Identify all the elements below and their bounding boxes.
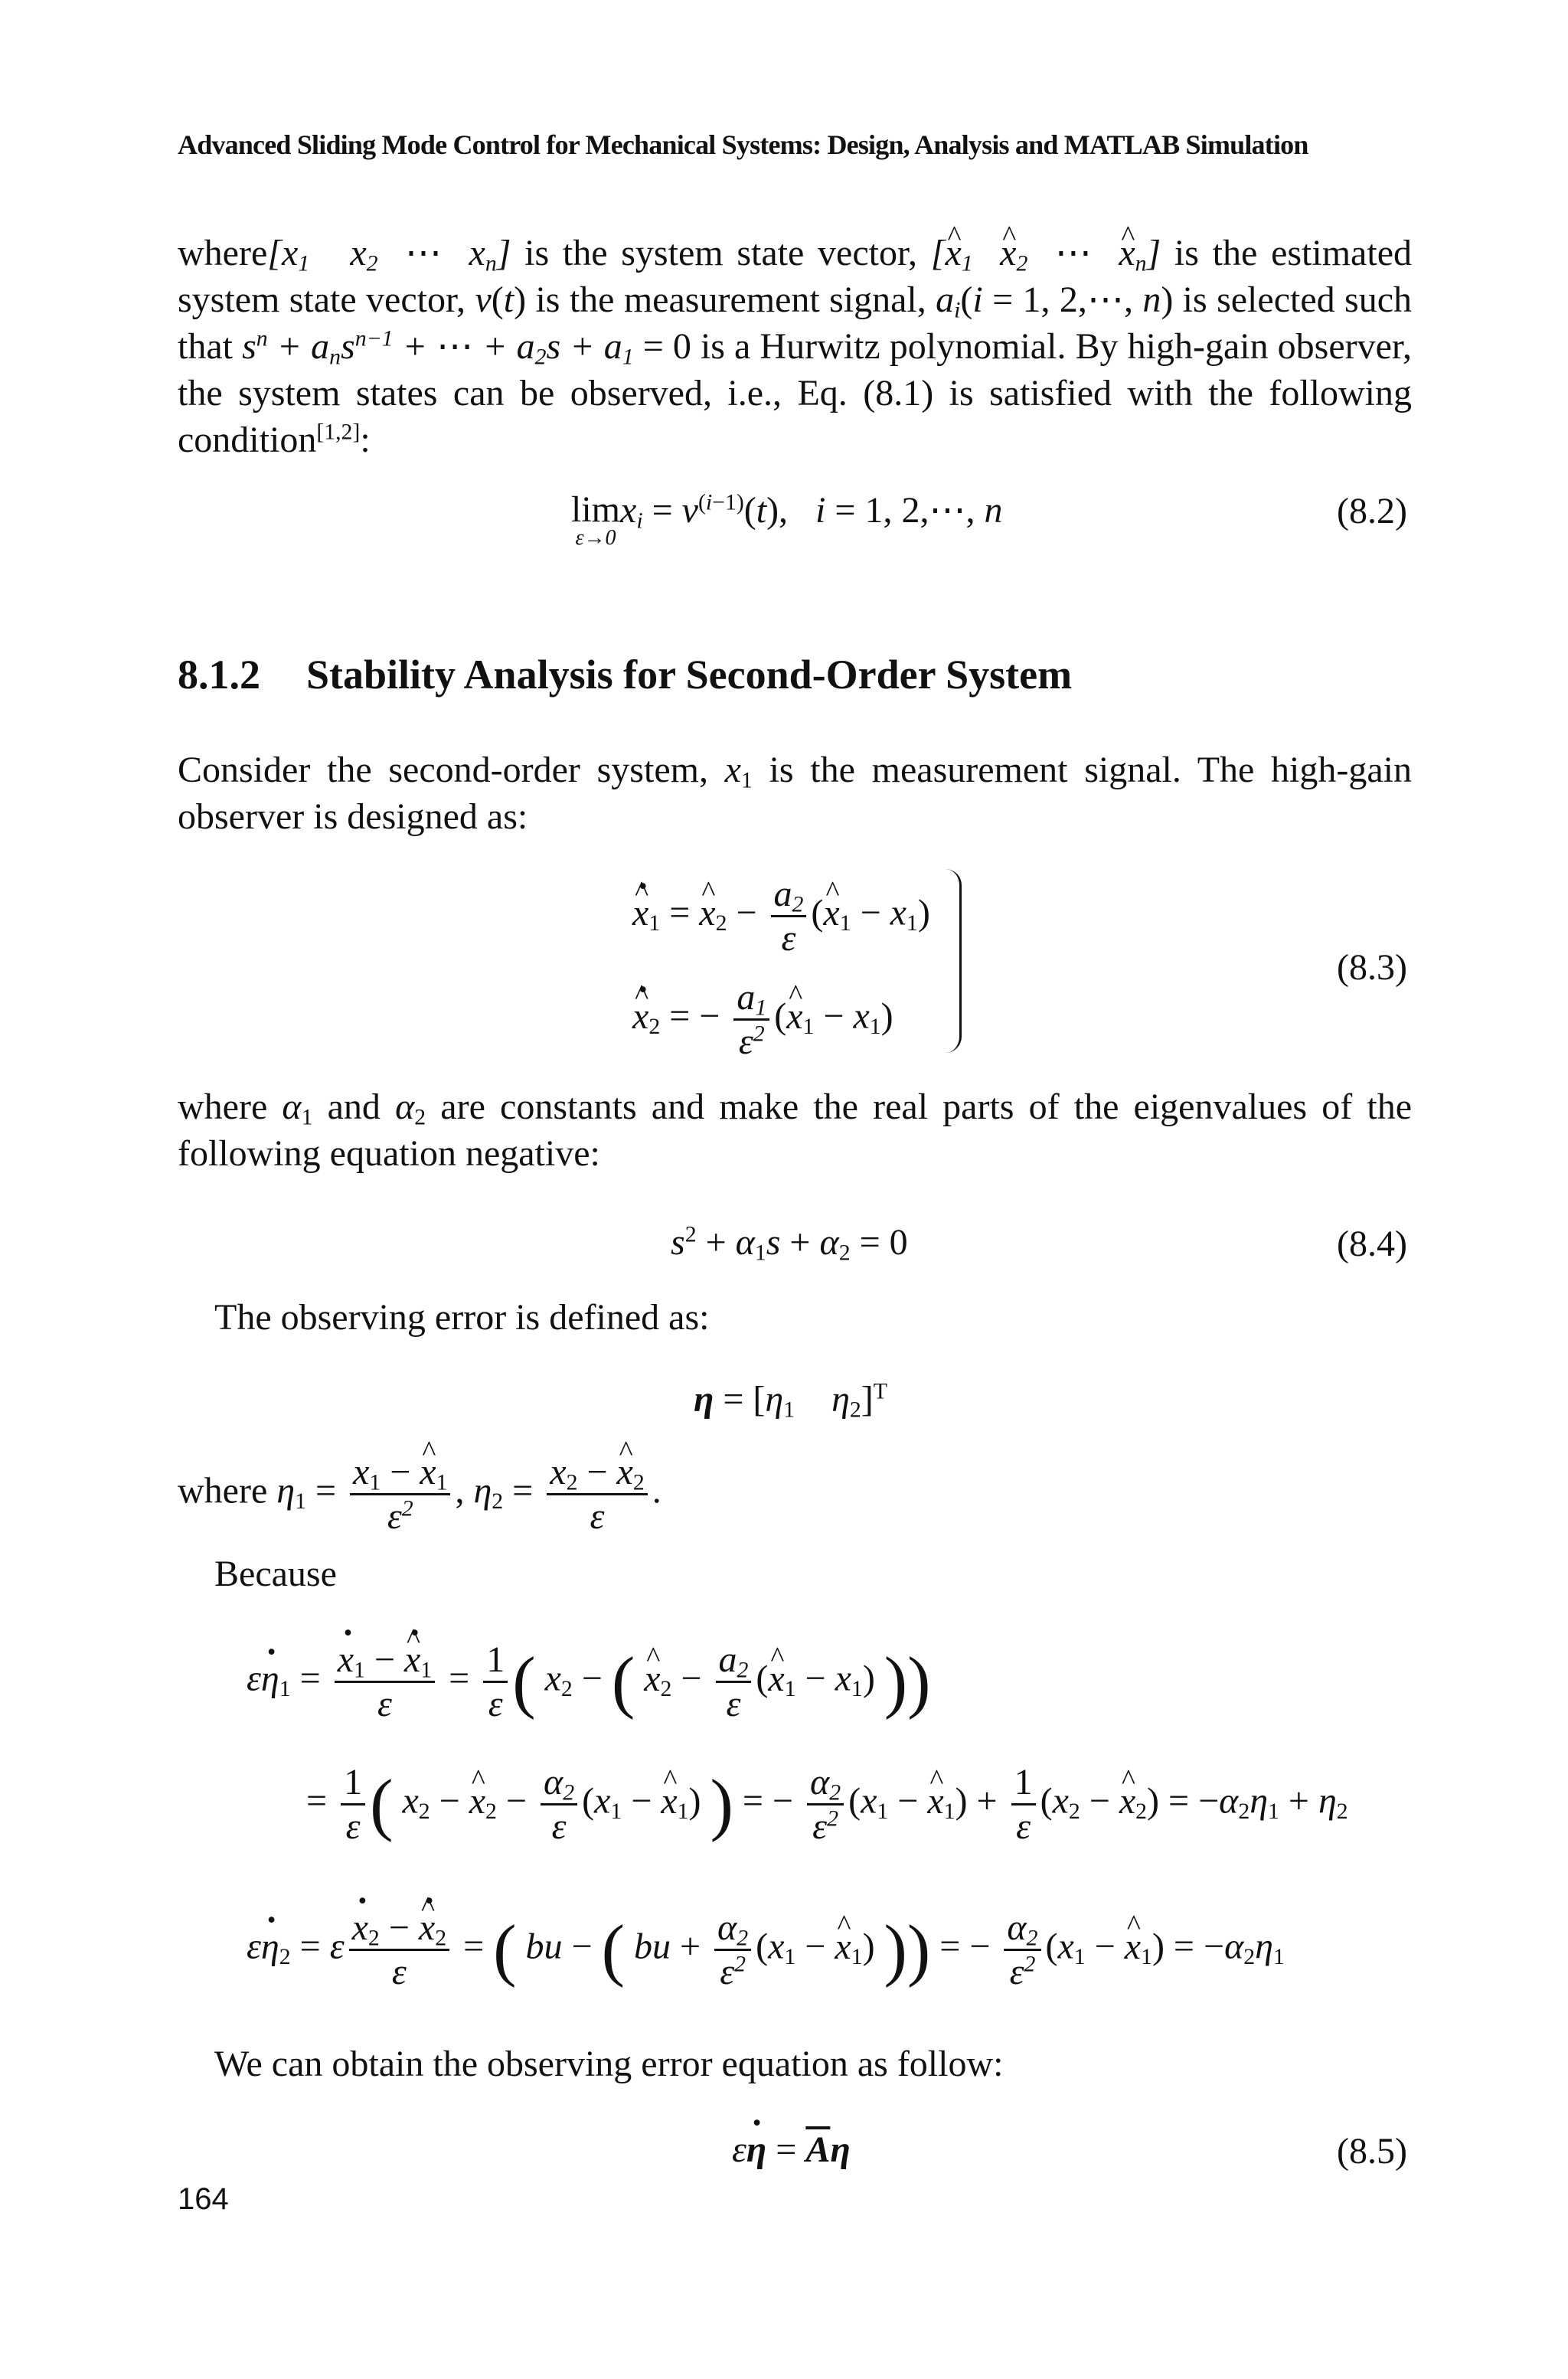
equation-8-3-line-1: ^ $x \cdot_1$ = ^ $x_2$ − $\frac{a_2}{\varepsilon}$ (^ $x_1 - x_1$)	[632, 873, 930, 959]
paragraph-error-equation: We can obtain the observing error equation as follow:	[214, 2044, 1004, 2084]
section-heading	[178, 651, 1072, 698]
running-header: Advanced Sliding Mode Control for Mechanical Systems: Design, Analysis and MATLAB Simulation	[178, 129, 1308, 160]
section-title: Stability Analysis for Second-Order System	[306, 652, 1073, 698]
equation-number-8-5: (8.5)	[1337, 2131, 1407, 2171]
equation-8-5: εη · = $\overline{A}\eta$	[732, 2129, 851, 2171]
right-brace	[946, 869, 962, 1053]
equation-number-8-4: (8.4)	[1337, 1224, 1407, 1264]
equation-number-8-3: (8.3)	[1337, 947, 1407, 988]
equation-8-3-line-2: ^ $x \cdot_2$ = − $\frac{a_1}{\varepsilon^2}$ (^ $x_1 - x_1$)	[632, 976, 893, 1063]
equation-eta-definitions: where $\eta_1$ = $\frac{x_1 - \^{} x_1}{\varepsilon^2}$ , $\eta_2$ = $\frac{x_2 - \^{} x_2}{\varepsilon}$ .	[178, 1451, 662, 1538]
paragraph-because: Because	[214, 1554, 337, 1594]
section-number: 8.1.2	[178, 652, 260, 698]
paragraph-state-vector: $where[x_1$ $x_2$ ⋯ $x_n$] is the system state vector, [^ $x_1$ ^ $x_2$ ⋯ ^ $x_n$] is the estimated system state vector, v(t) is the measurement signal, $a_i(i = 1$, 2,⋯, n) is selected such that $s^n + a_ns^{n-1}$ + ⋯ + $a_2s + a_1 = 0$ is a Hurwitz polynomial. By high-gain observer, the system states can be observed, i.e., Eq. (8.1) is satisfied with the following condition[1,2]:	[178, 230, 1412, 463]
page-number: 164	[178, 2182, 229, 2216]
derivation-eta1-line-2: = $\frac{1}{\varepsilon}$ ( $x_2$ − ^ $x_2$ − $\frac{\alpha_2}{\varepsilon}$ ($x_1$ − ^ $x_1$) ) = − $\frac{\alpha_2}{\varepsilon^2}$ ($x_1$ − ^ $x_1$) + $\frac{1}{\varepsilon}$ ($x_2$ − ^ $x_2) = -\alpha_2\eta_1 + \eta_2$	[306, 1761, 1348, 1848]
equation-eta-vector: $\eta = [\eta_1$ $\eta_2]^T$	[694, 1378, 887, 1423]
equation-number-8-2: (8.2)	[1337, 491, 1407, 531]
derivation-eta2: $\varepsilon\eta \cdot_2 = \varepsilon$ $\frac{x \cdot_2 - \^{} x \cdot_2}{\varepsilon}$ = ( bu − ( bu + $\frac{\alpha_2}{\varepsilon^2}$ ($x_1$ − ^ $x_1$) )) = − $\frac{\alpha_2}{\varepsilon^2}$ ($x_1$ − ^ $x_1) = -\alpha_2\eta_1$	[247, 1907, 1285, 1993]
paragraph-second-order-system: Consider the second-order system, $x_1$ is the measurement signal. The high-gain observer is designed as:	[178, 750, 1413, 837]
equation-8-4: $s^2 + \alpha_1s + \alpha_2 = 0$	[671, 1221, 908, 1266]
paragraph-constants: where $\alpha_1$ and $\alpha_2$ are constants and make the real parts of the eigenvalues of the following equation negative:	[178, 1087, 1412, 1174]
paragraph-observing-error: The observing error is defined as:	[214, 1297, 710, 1338]
equation-8-2: lim ε→0 $x_i = v^{(i-1)}(t)$, i = 1, 2,⋯, n	[571, 489, 1003, 550]
derivation-eta1-line-1: $\varepsilon\eta \cdot_1$ = $\frac{x \cdot_1 - \^{} x \cdot_1}{\varepsilon}$ = $\frac{1}{\varepsilon}$ ( $x_2$ − ( ^ $x_2$ − $\frac{a_2}{\varepsilon}$ (^ $x_1 - x_1$) ))	[247, 1639, 931, 1725]
